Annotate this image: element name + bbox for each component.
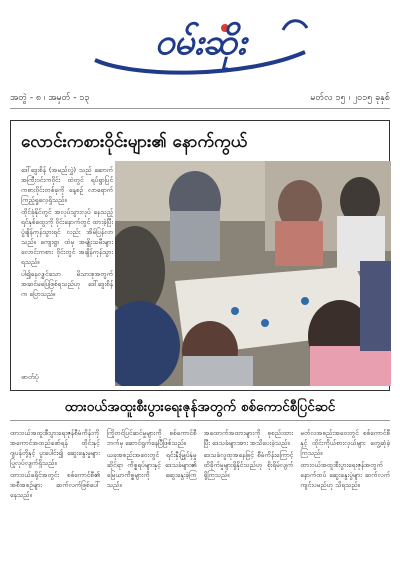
feature-paragraph: ပါ၍နေလျှင်သော မိသားစုအတွက် အဆင်မပြေဖြစ်ရသည်ဟု ဒေါ်ဒွေးစိန်က ပြောသည်။ [21,270,113,298]
story-paragraph: မတ်လအစည်းအဝေးတွင် စစ်ကောင်စီနှင့် ထိုင်းကိုယ်စားလှယ်များ တွေ့ဆုံခဲ့ကြသည်။ [300,429,390,457]
feature-photo [115,161,391,386]
story-paragraph: ယခုအစည်းအဝေးတွင် ရင်းနှီးမြှုပ်နှံမှုဆိုင်ရာ ကိစ္စရပ်များနှင့် ဒေသခံများ၏ မြေယာကိစ္စများကို ဆွေးနွေးခဲ့ကြသည်။ [106,451,197,489]
issue-bar [10,90,390,106]
divider [10,420,390,421]
divider [10,108,390,109]
logo-text: ဝမ်းဆိုး [154,21,246,63]
story-paragraph: ထားဝယ်အထူးစီးပွားရေးဇုန်စီမံကိန်းကို အကောင်အထည်ဖော်ရန် ထိုင်းနှင့် ဂျပန်တို့နှင့် ပူးပေါင်း၍ ဆွေးနွေးမှုများ ပြုလုပ်လျက်ရှိသည်။ [10,429,100,467]
feature-article [10,120,390,391]
story-body [10,428,390,573]
feature-paragraph: ထိုင်ခုံနိုင်တွင် အလုပ်သွားလုပ် နေသည့် ရင်နှစ်ထွေးကို ဝိုင်းနောက်တွင် ထားခဲ့ပြီး ပွဲချိန်ကုန်သွားရင် လည်း အိမ်ပြန်လာသည်။ ကျေးရွာ ထဲမှ အမျိုးသမီးများ လောင်းကစား ဝိုင်းတွင် အချိန်ကုန်သွားရသည်။ [21,208,113,266]
feature-headline: လောင်းကစားဝိုင်းများ၏ နောက်ကွယ် [21,132,248,152]
story-paragraph: ဒေသခံလူထုအနေဖြင့် စီမံကိန်းကြောင့် ထိခိုက်မှုများရှိနိုင်သည်ဟု စိုးရိမ်လျက်ရှိကြသည်။ [203,451,294,479]
masthead [0,0,400,84]
story-paragraph: ထားဝယ်အထူးစီးပွားရေးဇုန်အတွက် နောက်ထပ် ဆွေးနွေးပွဲများ ဆက်လက်ကျင်းပမည်ဟု သိရသည်။ [300,461,390,489]
feature-body [21,165,113,385]
story-paragraph: အထောက်အထားများကို စုစည်းထားပြီး ဒေသခံများအား အသိပေးခဲ့သည်။ [203,429,294,447]
feature-paragraph: ဒေါ်ဒွေးစိန် (အမည်လွှဲ) သည် ဆောက်အကြီးဝင်းကဝိုင်း ထဲတွင် ရပ်ရွာပြင် ကစားဝိုင်းတစ်ခုကို နေ့စဉ် လာရောက်ကြည့်ရှုလေ့ရှိသည်။ [21,166,113,204]
story-column [300,428,390,573]
issue-number: အတွဲ - ၈ ၊ အမှတ် - ၁၃ [10,93,90,103]
story-paragraph: ကြိုတင်ပြင်ဆင်မှုများကို စစ်ကောင်စီဘက်မှ ဆောင်ရွက်နေပြီဖြစ်သည်။ [106,429,197,447]
story-headline: ထားဝယ်အထူးစီးပွားရေးဇုန်အတွက် စစ်ကောင်စီပြင်ဆင် [64,399,336,415]
issue-date: မတ်လ ၁၅ ၊ ၂၀၁၅ ခုနှစ် [310,93,390,103]
photo-gambling-scene [115,161,391,386]
feature-signature: ဓာတ်ပုံ [21,373,39,381]
story-paragraph: ထားဝယ်ခရိုင်အတွင်း စစ်ကောင်စီ၏ အစီအစဉ်များ ဆက်လက်ဖြစ်ပေါ်နေသည်။ [10,471,100,499]
story-column [107,428,197,573]
story-column [10,428,100,573]
newspaper-logo [75,8,325,80]
story-column [204,428,294,573]
